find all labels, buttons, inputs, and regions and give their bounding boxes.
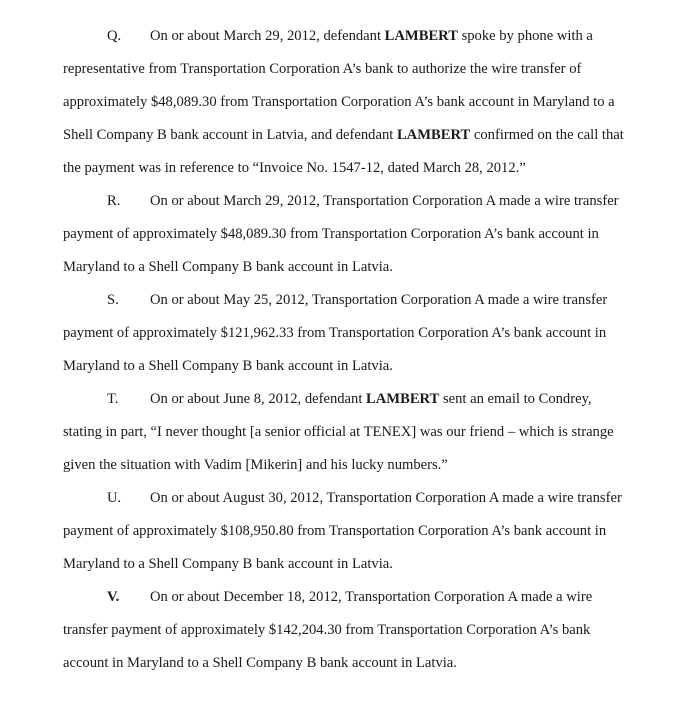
text-line [63, 449, 623, 482]
defendant-name: LAMBERT [384, 28, 458, 44]
text-segment: approximately $48,089.30 from Transportation Corporation A’s bank account in Maryland to a [63, 94, 615, 110]
text-line [63, 53, 623, 86]
text-line [63, 383, 623, 416]
paragraph-marker: T. [107, 391, 119, 407]
text-line [63, 317, 623, 350]
paragraph-r [63, 185, 623, 284]
text-segment: On or about June 8, 2012, defendant [150, 391, 367, 407]
text-segment: Maryland to a Shell Company B bank account in Latvia. [63, 556, 393, 572]
paragraph-t [63, 383, 623, 482]
text-line [63, 218, 623, 251]
text-line [63, 251, 623, 284]
paragraph-marker: U. [107, 490, 122, 506]
text-line [63, 614, 623, 647]
paragraph-marker: Q. [107, 28, 122, 44]
text-segment: Shell Company B bank account in Latvia, and defendant [63, 127, 397, 143]
paragraph-s [63, 284, 623, 383]
defendant-name: LAMBERT [366, 391, 440, 407]
text-line [63, 185, 623, 218]
text-line [63, 581, 623, 614]
defendant-name: LAMBERT [396, 127, 471, 143]
text-line [63, 119, 623, 152]
text-line [63, 548, 623, 581]
text-segment: Maryland to a Shell Company B bank account in Latvia. [63, 358, 393, 374]
text-segment: Maryland to a Shell Company B bank account in Latvia. [63, 259, 393, 275]
paragraph-v [63, 581, 623, 680]
text-segment: On or about March 29, 2012, defendant [150, 28, 385, 44]
text-line [63, 482, 623, 515]
text-line [63, 350, 623, 383]
text-segment: On or about May 25, 2012, Transportation Corporation A made a wire transfer [150, 292, 608, 308]
text-segment: On or about December 18, 2012, Transportation Corporation A made a wire [150, 589, 593, 605]
text-segment: spoke by phone with a [457, 28, 593, 44]
text-line [63, 152, 623, 185]
text-segment: On or about August 30, 2012, Transportation Corporation A made a wire transfer [150, 490, 622, 506]
paragraph-marker: V. [107, 589, 120, 605]
text-line [63, 284, 623, 317]
text-line [63, 86, 623, 119]
text-segment: confirmed on the call that [470, 127, 624, 143]
text-line [63, 515, 623, 548]
paragraph-marker: S. [107, 292, 119, 308]
paragraph-marker: R. [107, 193, 121, 209]
text-line [63, 416, 623, 449]
text-segment: payment of approximately $48,089.30 from Transportation Corporation A’s bank account in [63, 226, 599, 242]
text-segment: the payment was in reference to “Invoice No. 1547-12, dated March 28, 2012.” [63, 160, 526, 176]
text-segment: sent an email to Condrey, [439, 391, 592, 407]
paragraph-q [63, 20, 623, 185]
text-segment: given the situation with Vadim [Mikerin] and his lucky numbers.” [63, 457, 448, 473]
text-segment: account in Maryland to a Shell Company B bank account in Latvia. [63, 655, 457, 671]
text-segment: transfer payment of approximately $142,204.30 from Transportation Corporation A’s bank [63, 622, 591, 638]
text-segment: payment of approximately $121,962.33 from Transportation Corporation A’s bank account in [63, 325, 607, 341]
text-segment: representative from Transportation Corporation A’s bank to authorize the wire transfer of [63, 61, 582, 77]
text-segment: payment of approximately $108,950.80 from Transportation Corporation A’s bank account in [63, 523, 607, 539]
text-segment: stating in part, “I never thought [a senior official at TENEX] was our friend – which is strange [63, 424, 614, 440]
paragraph-u [63, 482, 623, 581]
text-line [63, 647, 623, 680]
text-line [63, 20, 623, 53]
text-segment: On or about March 29, 2012, Transportation Corporation A made a wire transfer [150, 193, 619, 209]
